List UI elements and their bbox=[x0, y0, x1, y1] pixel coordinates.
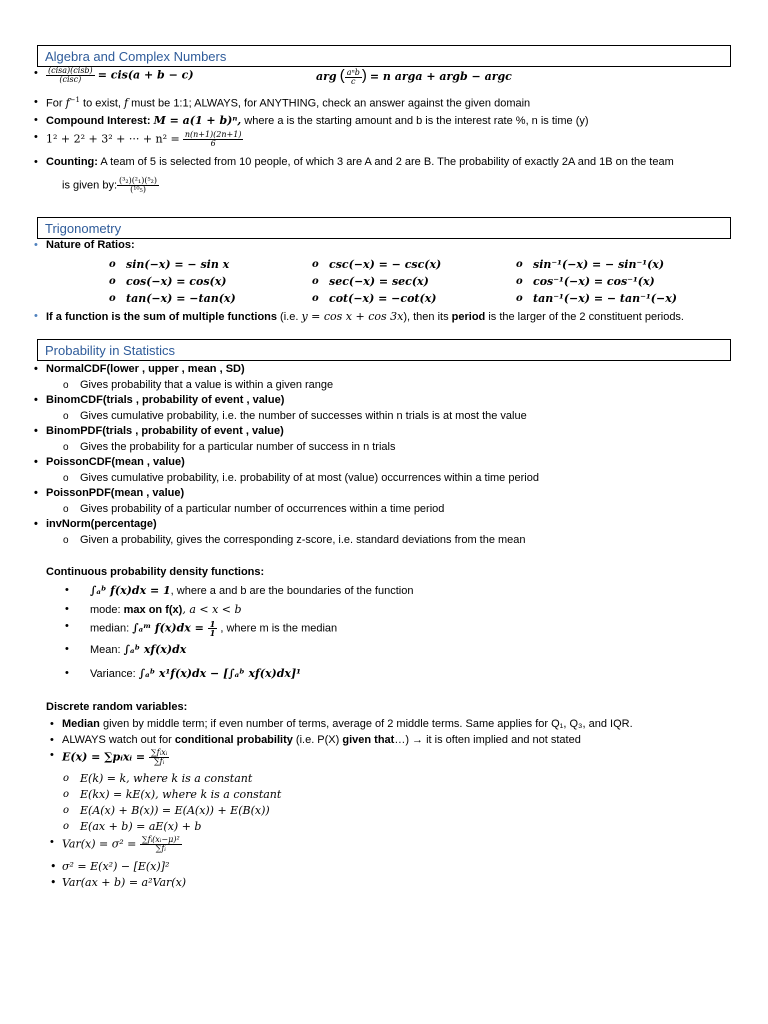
cont-item-mean: • Mean: ∫ₐᵇ xf(x)dx bbox=[65, 643, 187, 656]
cont-item-mode: • mode: max on f(x), a < x < b bbox=[65, 603, 242, 616]
cond-rest: …) → it is often implied and not stated bbox=[394, 734, 581, 746]
section-header-algebra bbox=[37, 45, 731, 67]
trig-col1-item: o sin(−x) = − sin x bbox=[126, 258, 229, 271]
cont5-formula: ∫ₐᵇ x¹f(x)dx − [∫ₐᵇ xf(x)dx]¹ bbox=[138, 667, 302, 680]
function-description: o Gives probability of a particular number of occurrences within a time period bbox=[80, 503, 444, 515]
cont4-label: Mean: bbox=[90, 644, 124, 656]
cont1-text: , where a and b are the boundaries of the function bbox=[170, 585, 414, 597]
arg-label: arg bbox=[316, 70, 337, 83]
ex-denominator: ∑fᵢ bbox=[153, 757, 165, 766]
arg-formula: arg ( $\frac{\text{aⁿb}}{c}$ ) = n arga + argb − argc bbox=[316, 67, 512, 86]
trig-col3-item: o tan⁻¹(−x) = − tan⁻¹(−x) bbox=[533, 292, 677, 305]
squares-fraction bbox=[183, 131, 244, 148]
compound-label: Compound Interest: bbox=[46, 115, 154, 127]
compound-bullet bbox=[46, 114, 589, 127]
inverse-sup: −1 bbox=[69, 96, 80, 104]
cis-fraction bbox=[46, 67, 95, 84]
cont3-label: median: bbox=[90, 622, 133, 635]
function-name: • invNorm(percentage) bbox=[46, 518, 157, 530]
section-title: Algebra and Complex Numbers bbox=[45, 49, 227, 64]
section-title: Trigonometry bbox=[45, 221, 122, 236]
function-name: • PoissonPDF(mean , value) bbox=[46, 487, 184, 499]
continuous-heading: Continuous probability density functions: bbox=[46, 566, 265, 578]
ex-numerator: ∑fᵢxᵢ bbox=[150, 748, 168, 757]
inverse-prefix: For bbox=[46, 97, 66, 110]
trig-col1-item: o cos(−x) = cos(x) bbox=[126, 275, 226, 288]
cont2-label: mode: bbox=[90, 604, 124, 616]
function-description: o Given a probability, gives the corresponding z-score, i.e. standard deviations from the mean bbox=[80, 534, 526, 546]
trig-col2-item: o csc(−x) = − csc(x) bbox=[329, 258, 441, 271]
cis-denominator: (cisc) bbox=[59, 75, 82, 84]
cont-item-median: • median: ∫ₐᵐ f(x)dx = $\frac{1}{1}$ , where m is the median bbox=[65, 619, 338, 638]
conditional-bullet bbox=[62, 734, 581, 746]
trig-col2-item: o sec(−x) = sec(x) bbox=[329, 275, 429, 288]
squares-lhs: 1² + 2² + 3² + ··· + n² = bbox=[46, 132, 180, 146]
inverse-rest: must be 1:1; ALWAYS, for ANYTHING, check an answer against the given domain bbox=[128, 97, 531, 110]
period-ie: (i.e. bbox=[277, 311, 302, 323]
median-bullet bbox=[62, 718, 633, 730]
nature-bullet bbox=[46, 239, 135, 251]
section-header-prob bbox=[37, 339, 731, 361]
arg-denominator: c bbox=[351, 76, 356, 86]
var-numerator: ∑fᵢ(xᵢ−μ)² bbox=[141, 835, 180, 844]
median-label: Median bbox=[62, 718, 100, 730]
nature-label: Nature of Ratios: bbox=[46, 239, 135, 251]
expectation-property: o E(A(x) + B(x)) = E(A(x)) + E(B(x)) bbox=[80, 804, 270, 817]
cont3-numerator: 1 bbox=[209, 619, 216, 629]
period-word: period bbox=[451, 311, 486, 323]
var-fraction bbox=[140, 836, 182, 853]
trig-col3-item: o sin⁻¹(−x) = − sin⁻¹(x) bbox=[533, 258, 664, 271]
var-linear-bullet: • Var(ax + b) = a²Var(x) bbox=[62, 876, 186, 889]
function-description: o Gives cumulative probability, i.e. the number of successes within n trials is at most the value bbox=[80, 410, 527, 422]
inverse-mid: to exist, bbox=[79, 97, 124, 110]
inverse-f2: f bbox=[124, 96, 129, 110]
section-title: Probability in Statistics bbox=[45, 343, 176, 358]
cont3-denominator: 1 bbox=[209, 628, 216, 638]
trig-col2-item: o cot(−x) = −cot(x) bbox=[329, 292, 436, 305]
cont5-label: Variance: bbox=[90, 668, 139, 680]
counting-bullet bbox=[46, 156, 674, 168]
expectation-bullet bbox=[62, 749, 169, 766]
function-name: • NormalCDF(lower , upper , mean , SD) bbox=[46, 363, 245, 375]
squares-denominator: 6 bbox=[210, 139, 216, 148]
squares-bullet bbox=[46, 131, 243, 148]
compound-formula: M = a(1 + b)ⁿ, bbox=[153, 114, 242, 127]
function-name: • PoissonCDF(mean , value) bbox=[46, 456, 185, 468]
cont3-text: , where m is the median bbox=[217, 622, 338, 635]
expectation-property: o E(k) = k, where k is a constant bbox=[80, 772, 252, 785]
function-description: o Gives the probability for a particular number of success in n trials bbox=[80, 441, 395, 453]
discrete-heading: Discrete random variables: bbox=[46, 701, 188, 713]
cont-item-variance: • Variance: ∫ₐᵇ x¹f(x)dx − [∫ₐᵇ xf(x)dx]¹ bbox=[65, 667, 302, 680]
cond-ie: (i.e. P(X) bbox=[292, 734, 343, 746]
trig-col1-item: o tan(−x) = −tan(x) bbox=[126, 292, 236, 305]
cont1-formula: ∫ₐᵇ f(x)dx = 1 bbox=[90, 584, 171, 597]
counting-numerator: (³₂)(²₁)(⁵₂) bbox=[119, 176, 157, 185]
ex-formula: E(x) = ∑pᵢxᵢ = bbox=[62, 750, 149, 764]
arg-fraction bbox=[345, 69, 362, 86]
cis-bullet bbox=[46, 67, 194, 84]
cond-bold: conditional probability bbox=[174, 734, 293, 746]
period-bullet bbox=[46, 310, 684, 323]
median-text: given by middle term; if even number of terms, average of 2 middle terms. Same applies for Q₁, Q₃, and IQR. bbox=[99, 718, 633, 730]
function-name: • BinomPDF(trials , probability of event , value) bbox=[46, 425, 284, 437]
arg-rhs: = n arga + argb − argc bbox=[369, 70, 512, 83]
expectation-property: o E(kx) = kE(x), where k is a constant bbox=[80, 788, 281, 801]
var-denominator: ∑fᵢ bbox=[155, 844, 166, 853]
counting-denominator: (¹⁰₅) bbox=[130, 185, 146, 194]
period-label: If a function is the sum of multiple functions bbox=[46, 311, 277, 323]
ex-fraction bbox=[149, 749, 169, 766]
squares-numerator: n(n+1)(2n+1) bbox=[184, 130, 242, 139]
counting-text: A team of 5 is selected from 10 people, of which 3 are A and 2 are B. The probability of exactly 2A and 1B on the team bbox=[97, 156, 674, 168]
period-mid: ), then its bbox=[403, 311, 452, 323]
sigma-bullet: • σ² = E(x²) − [E(x)]² bbox=[62, 860, 169, 873]
function-description: o Gives probability that a value is within a given range bbox=[80, 379, 333, 391]
cond-given: given that bbox=[342, 734, 395, 746]
function-description: o Gives cumulative probability, i.e. probability of at most (value) occurrences within a time period bbox=[80, 472, 539, 484]
function-name: • BinomCDF(trials , probability of event , value) bbox=[46, 394, 284, 406]
counting-fraction bbox=[117, 177, 159, 194]
inverse-bullet bbox=[46, 96, 530, 110]
cont3-formula: ∫ₐᵐ f(x)dx = bbox=[132, 621, 208, 635]
cont-item-integral: • ∫ₐᵇ f(x)dx = 1, where a and b are the boundaries of the function bbox=[65, 584, 414, 597]
inverse-f: f bbox=[65, 96, 70, 110]
cis-numerator: • (cisa)(cisb) bbox=[48, 66, 93, 75]
cont4-formula: ∫ₐᵇ xf(x)dx bbox=[123, 643, 187, 656]
counting-text2: is given by: bbox=[62, 179, 118, 192]
var-formula: Var(x) = σ² = bbox=[62, 837, 140, 851]
period-rest: is the larger of the 2 constituent periods. bbox=[485, 311, 684, 323]
counting-line2 bbox=[62, 177, 159, 194]
variance-bullet bbox=[62, 836, 182, 853]
expectation-property: o E(ax + b) = aE(x) + b bbox=[80, 820, 201, 833]
cond-prefix: ALWAYS watch out for bbox=[62, 734, 175, 746]
compound-text: where a is the starting amount and b is the interest rate %, n is time (y) bbox=[241, 115, 589, 127]
cont3-fraction bbox=[208, 620, 218, 637]
counting-label: Counting: bbox=[46, 156, 98, 168]
trig-col3-item: o cos⁻¹(−x) = cos⁻¹(x) bbox=[533, 275, 655, 288]
arg-numerator: aⁿb bbox=[346, 67, 360, 77]
cont2-formula: , a < x < b bbox=[182, 603, 242, 616]
cis-rhs: = cis(a + b − c) bbox=[97, 68, 194, 82]
period-example: y = cos x + cos 3x bbox=[301, 310, 404, 323]
section-header-trig bbox=[37, 217, 731, 239]
cont2-bold: max on f(x) bbox=[123, 604, 183, 616]
